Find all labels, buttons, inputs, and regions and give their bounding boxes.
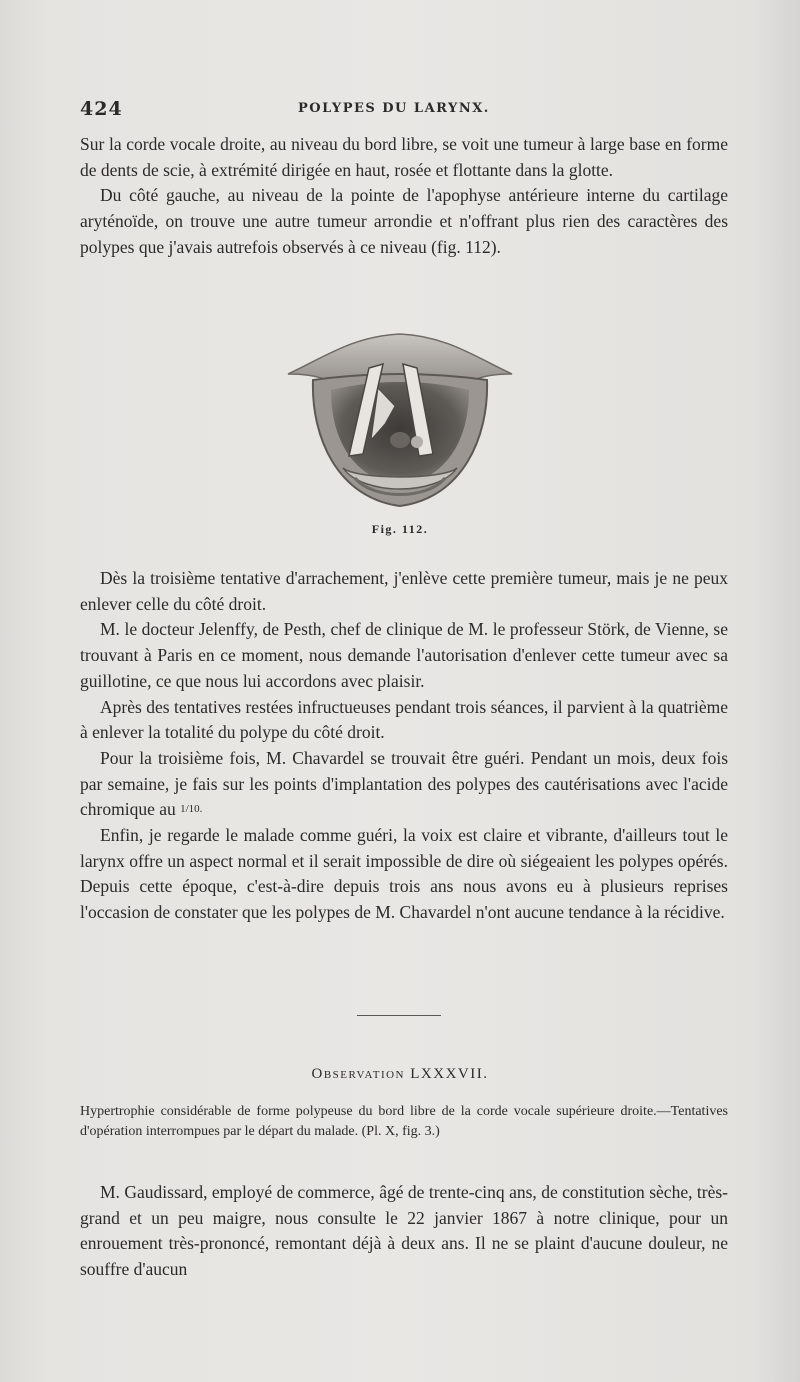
- paragraph: M. Gaudissard, employé de commerce, âgé de trente-cinq ans, de constitution sèche, très-grand et un peu maigre, nous consulte le 22 janvier 1867 à notre clinique, pour un enrouement très-prononcé, remontant déjà à deux ans. Il ne se plaint d'aucune douleur, ne souffre d'aucun: [80, 1182, 728, 1280]
- fraction: 1/10.: [180, 803, 203, 816]
- observation-text: [80, 1180, 728, 1283]
- paragraph-with-fraction: [80, 746, 728, 823]
- paragraph: M. le docteur Jelenffy, de Pesth, chef de clinique de M. le professeur Störk, de Vienne, se trouvant à Paris en ce moment, nous demande l'autorisation d'enlever cette tumeur avec sa guillotine, ce que nous lui accordons avec plaisir.: [80, 619, 728, 691]
- intro-text: [80, 132, 728, 261]
- paragraph: Enfin, je regarde le malade comme guéri, la voix est claire et vibrante, d'ailleurs tout le larynx offre un aspect normal et il serait impossible de dire où siégeaient les polypes opérés. Depuis cette époque, c'est-à-dire depuis trois ans nous avons eu à plusieurs reprises l'occasion de constater que les polypes de M. Chavardel n'ont aucune tendance à la récidive.: [80, 825, 728, 923]
- page-number: 424: [80, 98, 123, 120]
- body-text: [80, 566, 728, 926]
- running-title: POLYPES DU LARYNX.: [298, 101, 490, 116]
- paragraph: Après des tentatives restées infructueuses pendant trois séances, il parvient à la quatrième à enlever la totalité du polype du côté droit.: [80, 696, 728, 743]
- paragraph-text: Pour la troisième fois, M. Chavardel se trouvait être guéri. Pendant un mois, deux fois par semaine, je fais sur les points d'implantation des polypes des cautérisations avec l'acide chromique au: [80, 747, 728, 820]
- page-header: [80, 98, 720, 128]
- larynx-illustration: [283, 328, 517, 518]
- larynx-figure: [283, 328, 517, 518]
- paragraph: Sur la corde vocale droite, au niveau du bord libre, se voit une tumeur à large base en forme de dents de scie, à extrémité dirigée en haut, rosée et flottante dans la glotte.: [80, 134, 728, 180]
- section-divider: [357, 1015, 441, 1016]
- paragraph: Du côté gauche, au niveau de la pointe de l'apophyse antérieure interne du cartilage aryténoïde, on trouve une autre tumeur arrondie et n'offrant plus rien des caractères des polypes que j'avais autrefois observés à ce niveau (fig. 112).: [80, 185, 728, 257]
- observation-title: Observation LXXXVII.: [311, 1066, 489, 1082]
- figure-caption: Fig. 112.: [371, 522, 429, 536]
- observation-summary: Hypertrophie considérable de forme polypeuse du bord libre de la corde vocale supérieure droite.—Tentatives d'opération interrompues par le départ du malade. (Pl. X, fig. 3.): [80, 1104, 728, 1139]
- paragraph: Dès la troisième tentative d'arrachement, j'enlève cette première tumeur, mais je ne peux enlever celle du côté droit.: [80, 568, 728, 614]
